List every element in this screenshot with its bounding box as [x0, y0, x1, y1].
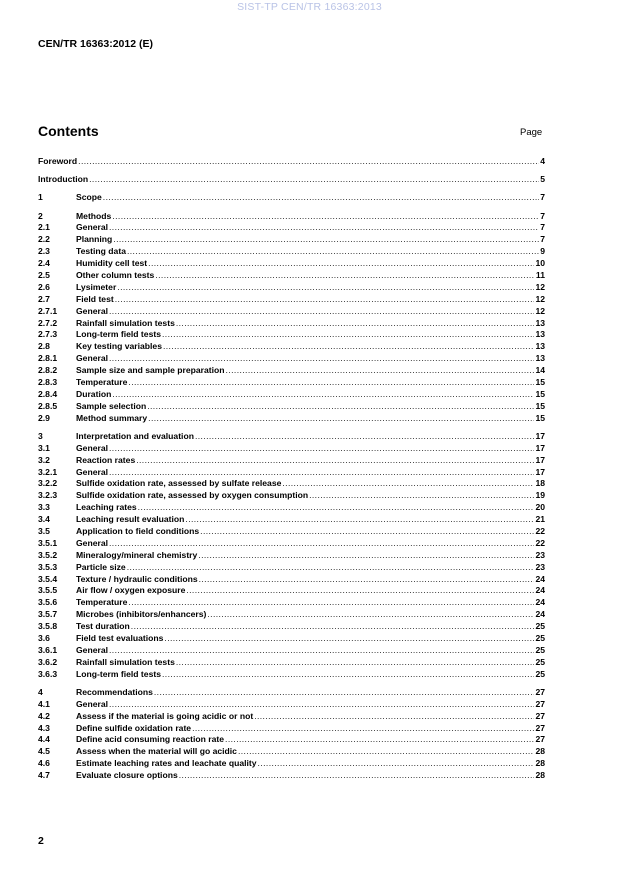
toc-entry-number: 2.9: [38, 412, 50, 423]
toc-entry-number: 4.3: [38, 722, 50, 733]
toc-entry[interactable]: [38, 270, 545, 282]
toc-entry-number: 3.6.3: [38, 668, 58, 679]
toc-entry-number: 3.2.3: [38, 490, 58, 501]
toc-entry-number: 2.7: [38, 293, 50, 304]
toc-dot-leader: [225, 734, 534, 746]
toc-entry[interactable]: [38, 341, 545, 353]
toc-entry-title: General: [76, 466, 109, 477]
toc-entry-title: Assess when the material will go acidic: [76, 746, 237, 757]
toc-entry-number: 3.5.3: [38, 561, 58, 572]
toc-entry-title: Sample selection: [76, 400, 147, 411]
footer-page-number: 2: [38, 835, 44, 847]
toc-entry-number: 3.6.2: [38, 656, 58, 667]
toc-entry-title: Rainfall simulation tests: [76, 317, 175, 328]
toc-entry[interactable]: [38, 467, 545, 479]
toc-entry-title: Long-term field tests: [76, 668, 161, 679]
toc-entry-page: 27: [535, 710, 545, 721]
toc-entry-title: Reaction rates: [76, 454, 136, 465]
toc-entry-page: 13: [535, 317, 545, 328]
toc-entry-page: 5: [540, 174, 545, 185]
toc-entry-number: 2.4: [38, 258, 50, 269]
toc-entry-title: Application to field conditions: [76, 526, 200, 537]
toc-dot-leader: [185, 514, 534, 526]
toc-entry-number: 4.5: [38, 746, 50, 757]
toc-entry-title: Texture / hydraulic conditions: [76, 573, 198, 584]
toc-entry-page: 15: [535, 388, 545, 399]
toc-dot-leader: [207, 609, 534, 621]
toc-entry-page: 12: [535, 281, 545, 292]
toc-entry-page: 25: [535, 633, 545, 644]
toc-entry-number: 4: [38, 686, 43, 697]
toc-entry[interactable]: [38, 746, 545, 758]
toc-entry-title: General: [76, 305, 109, 316]
toc-entry-number: 2.8.3: [38, 377, 58, 388]
toc-entry[interactable]: [38, 514, 545, 526]
toc-entry-number: 3.2: [38, 454, 50, 465]
toc-entry-page: 23: [535, 549, 545, 560]
toc-dot-leader: [147, 401, 534, 413]
toc-dot-leader: [258, 758, 535, 770]
toc-entry-title: General: [76, 537, 109, 548]
toc-entry-number: 2.7.2: [38, 317, 58, 328]
toc-entry-number: 2.6: [38, 281, 50, 292]
toc-entry-title: Interpretation and evaluation: [76, 430, 194, 441]
toc-entry-title: General: [76, 698, 109, 709]
toc-entry-title: Method summary: [76, 412, 148, 423]
toc-entry[interactable]: [38, 633, 545, 645]
toc-entry[interactable]: [38, 770, 545, 782]
toc-entry-number: 3.5.2: [38, 549, 58, 560]
toc-entry[interactable]: [38, 597, 545, 609]
toc-entry[interactable]: [38, 365, 545, 377]
toc-entry-page: 18: [535, 478, 545, 489]
toc-entry-page: 13: [535, 329, 545, 340]
toc-entry[interactable]: [38, 174, 545, 186]
toc-dot-leader: [113, 234, 539, 246]
toc-entry-title: Estimate leaching rates and leachate quality: [76, 758, 257, 769]
toc-entry-title: Temperature: [76, 377, 128, 388]
toc-entry-title: Key testing variables: [76, 341, 162, 352]
toc-entry[interactable]: [38, 282, 545, 294]
toc-dot-leader: [115, 294, 535, 306]
toc-entry-page: 12: [535, 293, 545, 304]
toc-entry-page: 25: [535, 644, 545, 655]
toc-entry-page: 28: [535, 746, 545, 757]
toc-entry-title: General: [76, 644, 109, 655]
toc-entry-title: General: [76, 442, 109, 453]
toc-entry[interactable]: [38, 192, 545, 204]
toc-entry-number: 3.5: [38, 526, 50, 537]
toc-entry[interactable]: [38, 574, 545, 586]
toc-entry[interactable]: [38, 645, 545, 657]
toc-dot-leader: [200, 526, 534, 538]
toc-dot-leader: [109, 699, 534, 711]
toc-entry-page: 24: [535, 573, 545, 584]
toc-entry-page: 17: [535, 466, 545, 477]
toc-entry-page: 10: [535, 258, 545, 269]
toc-entry-title: Planning: [76, 234, 113, 245]
toc-entry[interactable]: [38, 699, 545, 711]
toc-dot-leader: [109, 538, 534, 550]
toc-entry[interactable]: [38, 353, 545, 365]
toc-entry-number: 3.5.8: [38, 621, 58, 632]
toc-entry-number: 2.2: [38, 234, 50, 245]
toc-dot-leader: [138, 502, 535, 514]
toc-entry[interactable]: [38, 502, 545, 514]
toc-entry-title: Testing data: [76, 246, 126, 257]
toc-entry[interactable]: [38, 246, 545, 258]
toc-entry-page: 22: [535, 526, 545, 537]
toc-entry-title: Duration: [76, 388, 112, 399]
toc-entry-number: 2.8.1: [38, 353, 58, 364]
toc-entry[interactable]: [38, 734, 545, 746]
toc-entry-title: Rainfall simulation tests: [76, 656, 175, 667]
toc-entry-number: 2.1: [38, 222, 50, 233]
toc-entry-page: 27: [535, 686, 545, 697]
toc-dot-leader: [128, 377, 534, 389]
toc-entry[interactable]: [38, 222, 545, 234]
toc-entry[interactable]: [38, 609, 545, 621]
toc-entry[interactable]: [38, 621, 545, 633]
toc-entry-page: 21: [535, 514, 545, 525]
document-id: CEN/TR 16363:2012 (E): [38, 38, 153, 50]
toc-entry-page: 27: [535, 734, 545, 745]
toc-dot-leader: [198, 550, 534, 562]
contents-title: Contents: [38, 123, 99, 139]
table-of-contents: [38, 156, 545, 782]
toc-entry-page: 15: [535, 400, 545, 411]
page-column-label: Page: [520, 127, 543, 138]
toc-entry-number: 3.1: [38, 442, 50, 453]
toc-entry-number: 3.5.1: [38, 537, 58, 548]
toc-entry[interactable]: [38, 562, 545, 574]
toc-entry-title: Other column tests: [76, 270, 155, 281]
toc-entry-number: 4.1: [38, 698, 50, 709]
toc-dot-leader: [136, 455, 534, 467]
toc-entry-page: 24: [535, 597, 545, 608]
toc-entry-page: 24: [535, 585, 545, 596]
toc-entry-title: Assess if the material is going acidic or not: [76, 710, 254, 721]
toc-entry-number: 3.4: [38, 514, 50, 525]
toc-entry[interactable]: [38, 585, 545, 597]
toc-entry[interactable]: [38, 377, 545, 389]
toc-dot-leader: [109, 353, 534, 365]
toc-entry-number: 2.3: [38, 246, 50, 257]
toc-dot-leader: [192, 723, 534, 735]
toc-entry-page: 20: [535, 502, 545, 513]
toc-entry-title: Long-term field tests: [76, 329, 161, 340]
toc-dot-leader: [282, 478, 534, 490]
toc-dot-leader: [309, 490, 534, 502]
toc-entry-number: 2.7.3: [38, 329, 58, 340]
toc-entry[interactable]: [38, 687, 545, 699]
toc-entry[interactable]: [38, 389, 545, 401]
toc-entry-title: Microbes (inhibitors/enhancers): [76, 609, 207, 620]
toc-entry-page: 25: [535, 668, 545, 679]
toc-entry[interactable]: [38, 258, 545, 270]
toc-dot-leader: [155, 270, 535, 282]
toc-entry-title: Methods: [76, 210, 112, 221]
toc-entry-title: Sulfide oxidation rate, assessed by sulfate release: [76, 478, 282, 489]
toc-dot-leader: [179, 770, 535, 782]
toc-entry-number: 2.8.5: [38, 400, 58, 411]
toc-entry[interactable]: [38, 490, 545, 502]
toc-entry-page: 9: [540, 246, 545, 257]
toc-entry-number: 2.8.2: [38, 365, 58, 376]
toc-dot-leader: [112, 211, 539, 223]
toc-entry-number: 4.7: [38, 770, 50, 781]
toc-entry-number: 2.8.4: [38, 388, 58, 399]
toc-dot-leader: [128, 597, 534, 609]
toc-entry-page: 11: [535, 270, 545, 281]
toc-entry-title: General: [76, 353, 109, 364]
toc-entry-number: 2: [38, 210, 43, 221]
toc-dot-leader: [199, 574, 535, 586]
toc-dot-leader: [109, 467, 534, 479]
toc-dot-leader: [103, 192, 539, 204]
toc-entry-page: 17: [535, 430, 545, 441]
toc-entry-page: 13: [535, 341, 545, 352]
toc-entry-number: 1: [38, 192, 43, 203]
toc-entry-title: Leaching rates: [76, 502, 137, 513]
toc-entry[interactable]: [38, 550, 545, 562]
toc-entry-page: 7: [540, 222, 545, 233]
toc-entry-page: 7: [540, 210, 545, 221]
toc-entry-title: Lysimeter: [76, 281, 117, 292]
toc-entry-page: 27: [535, 698, 545, 709]
toc-entry[interactable]: [38, 401, 545, 413]
toc-entry-page: 28: [535, 770, 545, 781]
toc-entry[interactable]: [38, 758, 545, 770]
toc-entry-title: Evaluate closure options: [76, 770, 178, 781]
toc-dot-leader: [154, 687, 535, 699]
toc-entry-page: 7: [540, 234, 545, 245]
toc-entry-number: 3.5.5: [38, 585, 58, 596]
toc-entry[interactable]: [38, 413, 545, 425]
toc-entry-title: Leaching result evaluation: [76, 514, 185, 525]
toc-entry[interactable]: [38, 294, 545, 306]
toc-dot-leader: [254, 711, 534, 723]
toc-dot-leader: [109, 222, 539, 234]
toc-entry-page: 13: [535, 353, 545, 364]
toc-entry-title: Field test: [76, 293, 114, 304]
toc-entry[interactable]: [38, 318, 545, 330]
toc-entry-title: General: [76, 222, 109, 233]
toc-entry-page: 12: [535, 305, 545, 316]
toc-entry[interactable]: [38, 211, 545, 223]
toc-entry-title: Introduction: [38, 174, 89, 185]
toc-dot-leader: [176, 318, 535, 330]
toc-entry[interactable]: [38, 526, 545, 538]
toc-entry[interactable]: [38, 455, 545, 467]
toc-entry-number: 3.6.1: [38, 644, 58, 655]
toc-dot-leader: [127, 562, 535, 574]
toc-entry-title: Recommendations: [76, 686, 153, 697]
toc-entry-page: 17: [535, 454, 545, 465]
toc-entry[interactable]: [38, 538, 545, 550]
toc-entry-number: 3.6: [38, 633, 50, 644]
toc-dot-leader: [186, 585, 534, 597]
toc-entry-page: 19: [535, 490, 545, 501]
toc-entry-number: 2.7.1: [38, 305, 58, 316]
toc-entry-page: 28: [535, 758, 545, 769]
toc-dot-leader: [162, 669, 534, 681]
toc-entry-title: Define sulfide oxidation rate: [76, 722, 192, 733]
toc-entry-number: 2.5: [38, 270, 50, 281]
toc-entry[interactable]: [38, 723, 545, 735]
toc-entry-page: 22: [535, 537, 545, 548]
toc-dot-leader: [112, 389, 534, 401]
toc-entry-number: 4.2: [38, 710, 50, 721]
toc-entry-title: Temperature: [76, 597, 128, 608]
toc-dot-leader: [109, 306, 534, 318]
toc-entry-page: 15: [535, 412, 545, 423]
toc-entry[interactable]: [38, 657, 545, 669]
toc-dot-leader: [226, 365, 535, 377]
toc-entry-title: Particle size: [76, 561, 126, 572]
toc-dot-leader: [176, 657, 535, 669]
toc-entry-page: 23: [535, 561, 545, 572]
toc-entry-number: 4.4: [38, 734, 50, 745]
toc-dot-leader: [195, 431, 534, 443]
toc-entry-page: 7: [540, 192, 545, 203]
toc-dot-leader: [89, 174, 539, 186]
toc-entry-number: 3.2.2: [38, 478, 58, 489]
toc-entry-number: 3.2.1: [38, 466, 58, 477]
toc-dot-leader: [109, 645, 534, 657]
toc-entry-page: 14: [535, 365, 545, 376]
toc-dot-leader: [162, 329, 534, 341]
toc-entry-number: 3: [38, 430, 43, 441]
toc-entry-number: 4.6: [38, 758, 50, 769]
toc-dot-leader: [109, 443, 534, 455]
toc-entry-title: Mineralogy/mineral chemistry: [76, 549, 198, 560]
toc-entry-page: 17: [535, 442, 545, 453]
toc-entry[interactable]: [38, 711, 545, 723]
toc-entry-number: 3.5.6: [38, 597, 58, 608]
toc-entry[interactable]: [38, 306, 545, 318]
toc-entry[interactable]: [38, 234, 545, 246]
toc-dot-leader: [164, 633, 534, 645]
toc-dot-leader: [163, 341, 534, 353]
toc-entry-page: 15: [535, 377, 545, 388]
watermark: SIST-TP CEN/TR 16363:2013: [237, 1, 382, 13]
toc-entry-page: 4: [540, 156, 545, 166]
toc-entry[interactable]: [38, 478, 545, 490]
toc-entry-title: Humidity cell test: [76, 258, 148, 269]
toc-entry-title: Sulfide oxidation rate, assessed by oxygen consumption: [76, 490, 309, 501]
toc-dot-leader: [238, 746, 534, 758]
toc-dot-leader: [131, 621, 535, 633]
toc-dot-leader: [148, 258, 534, 270]
toc-entry-title: Field test evaluations: [76, 633, 164, 644]
toc-entry-page: 25: [535, 621, 545, 632]
toc-entry[interactable]: [38, 156, 545, 168]
toc-entry[interactable]: [38, 669, 545, 681]
toc-dot-leader: [117, 282, 534, 294]
toc-entry-title: Scope: [76, 192, 102, 203]
toc-entry[interactable]: [38, 329, 545, 341]
toc-entry-page: 24: [535, 609, 545, 620]
toc-entry-page: 25: [535, 656, 545, 667]
toc-dot-leader: [127, 246, 539, 258]
toc-entry-number: 3.5.7: [38, 609, 58, 620]
toc-entry-title: Air flow / oxygen exposure: [76, 585, 186, 596]
toc-entry-number: 2.8: [38, 341, 50, 352]
toc-entry[interactable]: [38, 443, 545, 455]
toc-dot-leader: [148, 413, 534, 425]
toc-dot-leader: [78, 156, 539, 168]
toc-entry-title: Foreword: [38, 156, 78, 166]
toc-entry-number: 3.3: [38, 502, 50, 513]
toc-entry-title: Define acid consuming reaction rate: [76, 734, 225, 745]
toc-entry-title: Sample size and sample preparation: [76, 365, 225, 376]
toc-entry-title: Test duration: [76, 621, 130, 632]
toc-entry-page: 27: [535, 722, 545, 733]
toc-entry[interactable]: [38, 431, 545, 443]
toc-entry-number: 3.5.4: [38, 573, 58, 584]
